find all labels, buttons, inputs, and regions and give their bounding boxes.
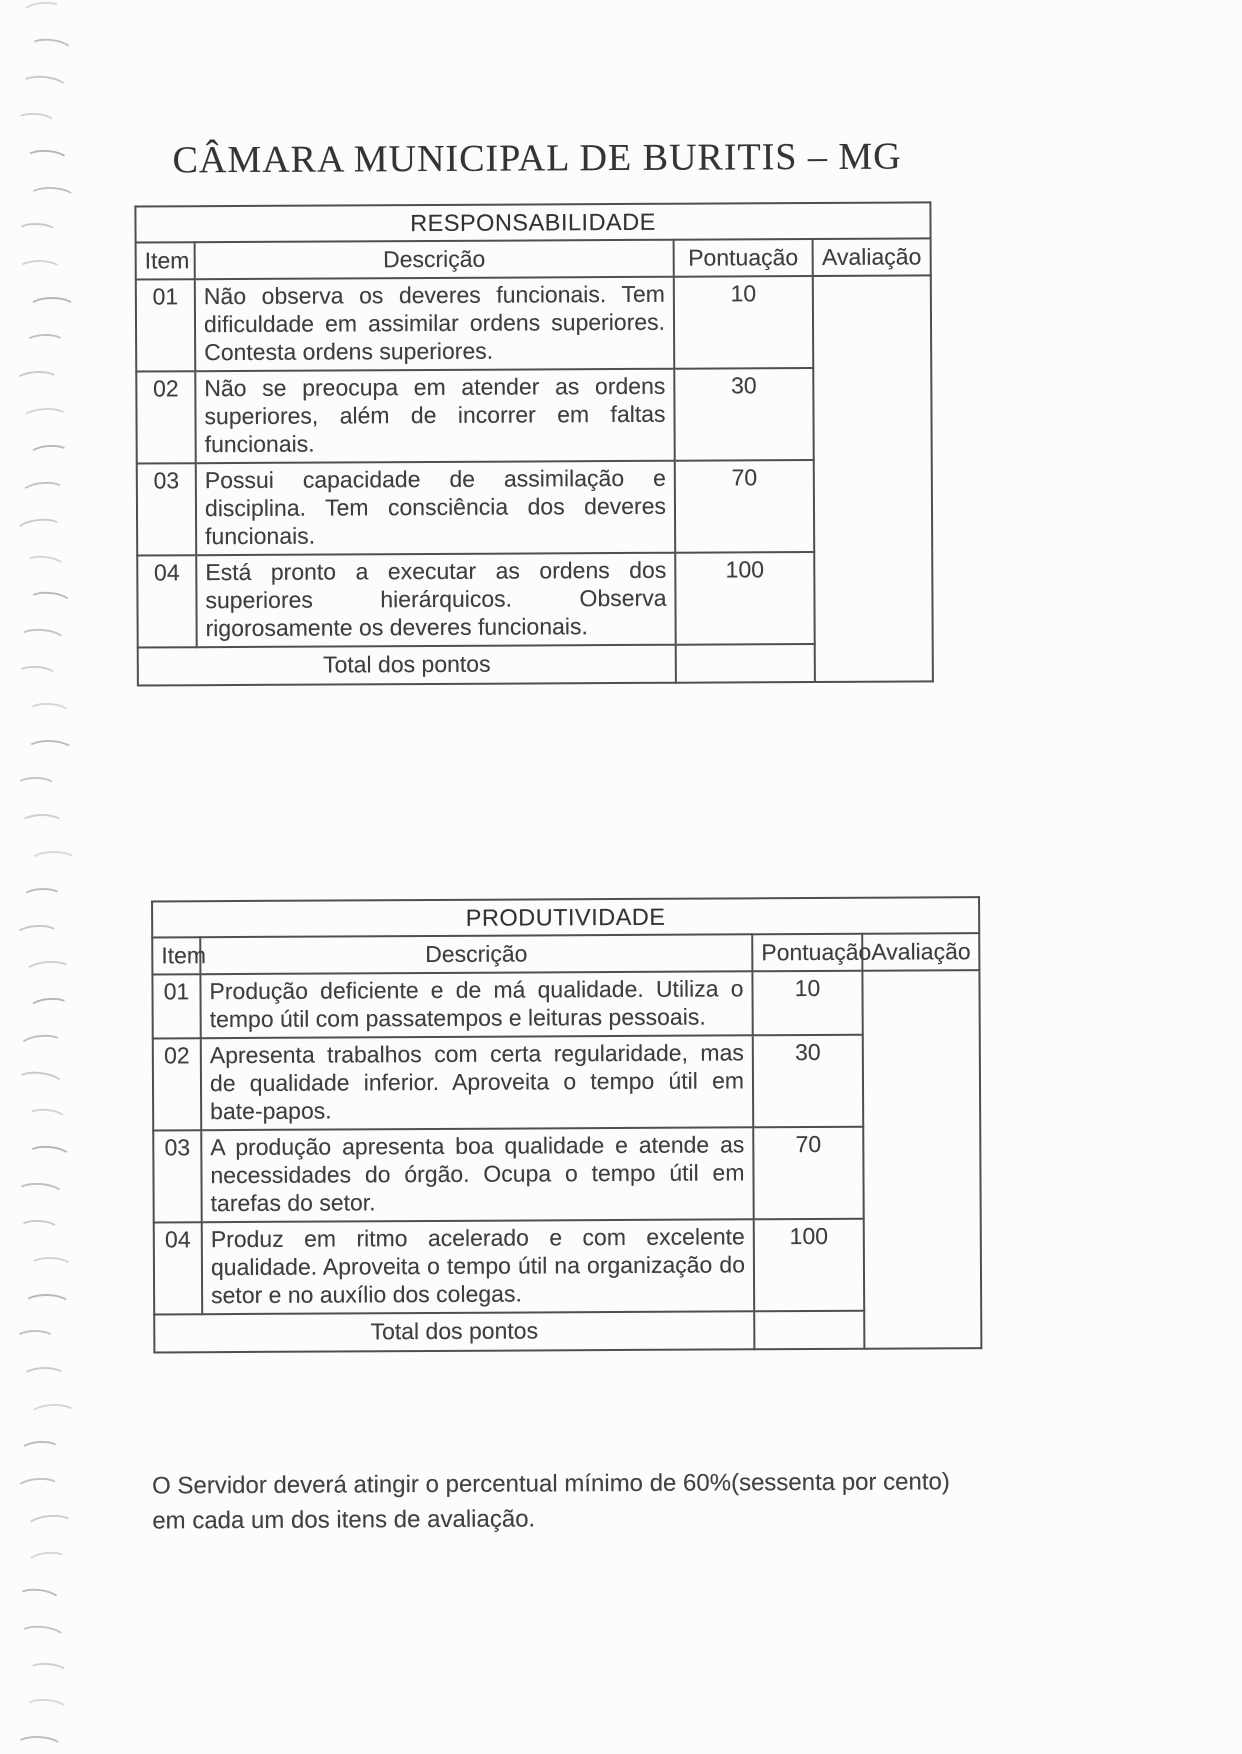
- col-header-item: Item: [136, 242, 195, 279]
- total-label: Total dos pontos: [138, 645, 676, 686]
- row-item-number: 03: [153, 1130, 201, 1222]
- row-description: A produção apresenta boa qualidade e atende as necessidades do órgão. Ocupa o tempo útil em tarefas do setor.: [201, 1127, 753, 1222]
- row-pontuacao: 10: [674, 276, 813, 369]
- row-pontuacao: 100: [754, 1219, 864, 1312]
- row-pontuacao: 70: [753, 1127, 863, 1220]
- table-row: [137, 551, 932, 647]
- responsabilidade-table: [134, 201, 934, 686]
- avaliacao-cell: [813, 275, 933, 682]
- table-row: [136, 367, 931, 463]
- total-value-cell: [676, 644, 815, 683]
- row-pontuacao: 30: [753, 1035, 863, 1128]
- row-item-number: 04: [137, 555, 196, 647]
- row-pontuacao: 10: [752, 971, 862, 1036]
- row-description: Produz em ritmo acelerado e com excelente qualidade. Aproveita o tempo útil na organização do setor e no auxílio dos colegas.: [202, 1219, 754, 1314]
- produtividade-table: [151, 896, 982, 1353]
- row-item-number: 01: [152, 974, 200, 1038]
- col-header-avaliacao: Avaliação: [813, 238, 931, 276]
- column-header-row: [136, 238, 931, 279]
- row-pontuacao: 100: [675, 552, 814, 645]
- table-title-row: [152, 897, 979, 937]
- row-item-number: 02: [153, 1038, 201, 1130]
- table-row: [154, 1218, 981, 1314]
- table-title: PRODUTIVIDADE: [152, 897, 979, 937]
- total-value-cell: [754, 1311, 864, 1350]
- col-header-avaliacao: Avaliação: [862, 933, 979, 971]
- total-row: [154, 1310, 981, 1352]
- col-header-descricao: Descrição: [195, 240, 674, 280]
- row-description: Possui capacidade de assimilação e disciplina. Tem consciência dos deveres funcionais.: [196, 461, 675, 556]
- table-title-row: [135, 202, 930, 242]
- table-row: [152, 970, 979, 1038]
- avaliacao-cell: [862, 970, 981, 1349]
- row-description: Não observa os deveres funcionais. Tem dificuldade em assimilar ordens superiores. Contesta ordens superiores.: [195, 277, 674, 372]
- total-label: Total dos pontos: [154, 1311, 754, 1352]
- row-item-number: 01: [136, 279, 195, 371]
- row-description: Está pronto a executar as ordens dos superiores hierárquicos. Observa rigorosamente os deveres funcionais.: [196, 553, 675, 648]
- col-header-pontuacao: Pontuação: [674, 239, 813, 277]
- col-header-descricao: Descrição: [200, 934, 752, 974]
- row-pontuacao: 30: [674, 368, 813, 461]
- minimum-percentage-note: O Servidor deverá atingir o percentual mínimo de 60%(sessenta por cento) em cada um dos itens de avaliação.: [152, 1468, 950, 1535]
- col-header-pontuacao: Pontuação: [752, 934, 862, 972]
- row-pontuacao: 70: [675, 460, 814, 553]
- table-title: RESPONSABILIDADE: [135, 202, 930, 242]
- column-header-row: [152, 933, 979, 974]
- total-row: [138, 643, 933, 685]
- table-row: [153, 1034, 980, 1130]
- page-title: CÂMARA MUNICIPAL DE BURITIS – MG: [172, 135, 902, 182]
- row-description: Produção deficiente e de má qualidade. Utiliza o tempo útil com passatempos e leituras pessoais.: [200, 971, 752, 1038]
- col-header-item: Item: [152, 937, 200, 974]
- row-description: Apresenta trabalhos com certa regularidade, mas de qualidade inferior. Aproveita o tempo útil em bate-papos.: [201, 1035, 753, 1130]
- row-item-number: 04: [154, 1222, 202, 1314]
- row-item-number: 02: [136, 371, 195, 463]
- row-item-number: 03: [137, 463, 196, 555]
- table-row: [136, 275, 931, 371]
- table-row: [137, 459, 932, 555]
- row-description: Não se preocupa em atender as ordens superiores, além de incorrer em faltas funcionais.: [195, 369, 674, 464]
- table-row: [153, 1126, 980, 1222]
